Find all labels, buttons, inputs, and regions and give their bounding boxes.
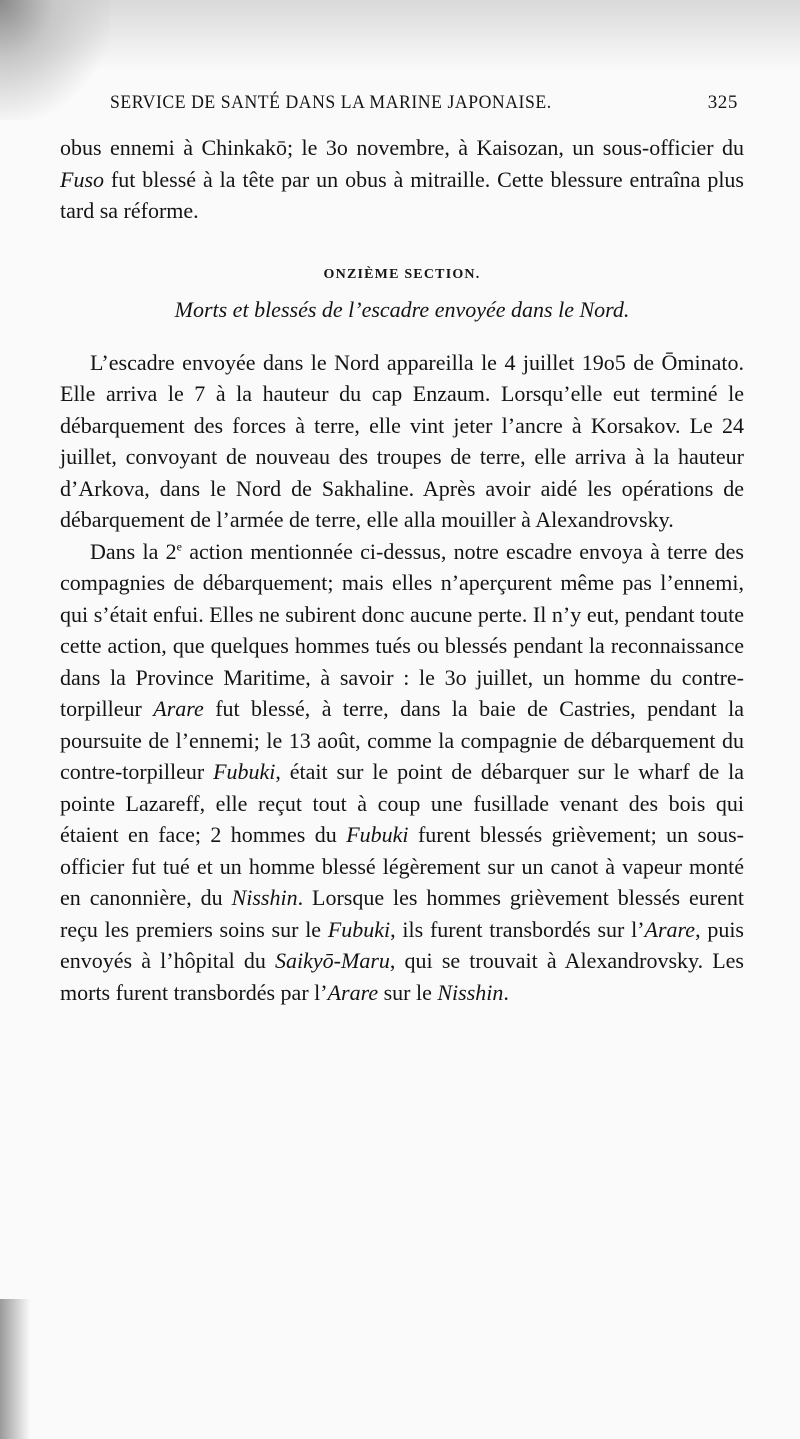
superscript: e <box>176 539 182 554</box>
text-run: action mentionnée ci-dessus, notre escadre envoya à terre des compagnies de débarquement; mais elles n’aperçurent même pas l’ennemi, qui s’était enfui. Elles ne subirent donc aucune perte. Il n’y eut, pendant toute cette action, que quelques hommes tués ou blessés pendant la reconnaissance dans la Province Maritime, à savoir : le 3o juillet, un homme du contre-torpilleur <box>60 538 744 721</box>
ship-name: Fubuki <box>346 822 409 847</box>
paragraph <box>60 536 744 1009</box>
section-heading: ONZIÈME SECTION. <box>323 266 481 282</box>
ship-name: Arare <box>327 979 379 1005</box>
text-run: fut blessé à la tête par un obus à mitraille. Cette blessure entraîna plus tard sa réforme. <box>60 166 744 223</box>
section-subtitle: Morts et blessés de l’escadre envoyée dans le Nord. <box>174 296 630 322</box>
text-run: furent blessés grièvement; un sous-officier fut tué et un homme blessé légèrement sur un canot à vapeur monté en canonnière, du <box>60 822 745 910</box>
scan-shadow-bottom-left <box>0 1299 30 1439</box>
ship-name: Nisshin <box>437 979 504 1005</box>
text-run: . Lorsque les hommes grièvement blessés eurent reçu les premiers soins sur le <box>60 885 744 942</box>
ship-name: Arare <box>153 696 204 721</box>
text-run: obus ennemi à Chinkakō; le 3o novembre, à Kaisozan, un sous-officier du <box>60 135 744 160</box>
paragraph: L’escadre envoyée dans le Nord appareilla le 4 juillet 19o5 de Ōminato. Elle arriva le 7 à la hauteur du cap Enzaum. Lorsqu’elle eut terminé le débarquement des forces à terre, elle vint jeter l’ancre à Korsakov. Le 24 juillet, convoyant de nouveau des troupes de terre, elle arriva à la hauteur d’Arkova, dans le Nord de Sakhaline. Après avoir aidé les opérations de débarquement de l’armée de terre, elle alla mouiller à Alexandrovsky. <box>60 349 744 532</box>
ship-name: Nisshin <box>231 885 298 910</box>
text-run: fut blessé, à terre, dans la baie de Castries, pendant la poursuite de l’ennemi; le 13 août, comme la compagnie de débarquement du contre-torpilleur <box>60 696 744 784</box>
scan-shadow-top <box>0 0 800 70</box>
ship-name: Saikyō-Maru <box>275 948 390 973</box>
running-header <box>100 92 750 122</box>
scan-shadow-corner <box>0 0 110 120</box>
page-number: 325 <box>707 92 738 113</box>
text-run: , qui se trouvait à Alexandrovsky. Les morts furent transbordés par l’ <box>60 948 744 1005</box>
ship-name: Fuso <box>60 166 104 192</box>
ship-name: Fubuki <box>327 916 391 942</box>
text-run: Dans la 2 <box>90 538 177 564</box>
running-title: SERVICE DE SANTÉ DANS LA MARINE JAPONAISE. <box>110 92 552 113</box>
text-run: sur le <box>378 979 438 1005</box>
ship-name: Fubuki <box>213 759 276 784</box>
text-run: , était sur le point de débarquer sur le wharf de la pointe Lazareff, elle reçut tout à coup une fusillade venant des bois qui étaient en face; 2 hommes du <box>60 759 744 847</box>
paragraph-continued <box>60 132 744 227</box>
text-run: , puis envoyés à l’hôpital du <box>60 916 744 973</box>
body-text <box>60 132 744 1008</box>
text-run: , ils furent transbordés sur l’ <box>390 916 645 942</box>
ship-name: Arare <box>644 916 696 942</box>
text-run: . <box>503 979 509 1005</box>
